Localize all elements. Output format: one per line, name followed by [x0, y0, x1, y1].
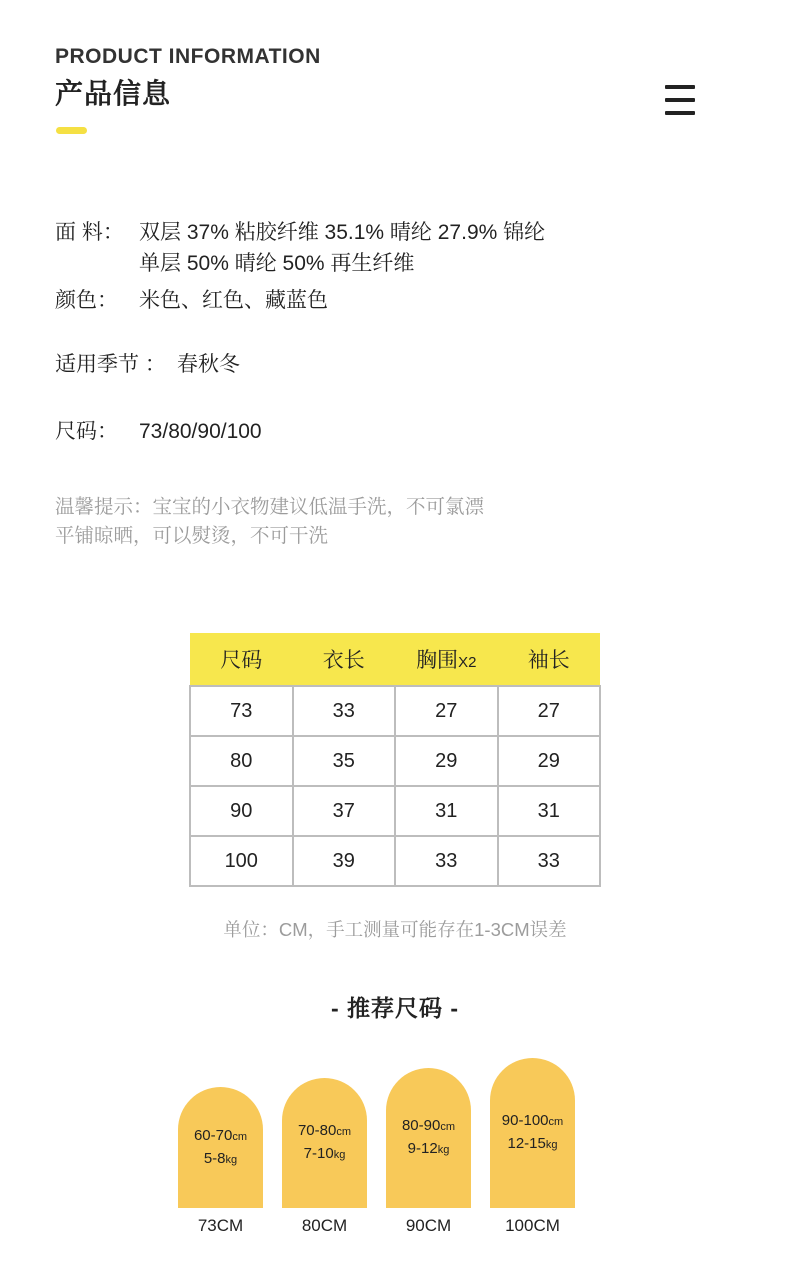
card-height: 90-100 — [501, 1112, 549, 1129]
recommend-card-90 — [386, 1068, 471, 1208]
season-value: 春秋冬 — [177, 353, 240, 376]
table-row — [190, 736, 600, 786]
color-row — [55, 284, 328, 314]
recommend-card-80 — [282, 1078, 367, 1208]
table-cell: 33 — [293, 686, 396, 736]
care-tip-line1: 温馨提示：宝宝的小衣物建议低温手洗，不可氯漂 — [55, 496, 485, 518]
card-weight: 5-8 — [203, 1149, 226, 1167]
header-chest-suffix: X2 — [458, 654, 477, 671]
table-cell: 29 — [498, 736, 601, 786]
recommend-title: - 推荐尺码 - — [330, 995, 460, 1021]
recommend-card-73 — [178, 1087, 263, 1208]
table-cell: 27 — [395, 686, 498, 736]
weight-unit: kg — [437, 1144, 450, 1156]
table-cell: 80 — [190, 736, 293, 786]
header-sleeve: 袖长 — [498, 633, 601, 686]
recommend-arch — [386, 1068, 471, 1208]
table-cell: 33 — [395, 836, 498, 886]
table-row — [190, 836, 600, 886]
table-cell: 73 — [190, 686, 293, 736]
unit-note: 单位：CM，手工测量可能存在1-3CM误差 — [223, 919, 567, 940]
table-cell: 100 — [190, 836, 293, 886]
hamburger-menu-icon[interactable] — [665, 85, 695, 115]
color-label: 颜色： — [55, 289, 118, 312]
recommend-card-100 — [490, 1058, 575, 1208]
height-unit: cm — [548, 1116, 564, 1128]
header-length: 衣长 — [293, 633, 396, 686]
height-unit: cm — [232, 1130, 248, 1143]
table-cell: 90 — [190, 786, 293, 836]
table-cell: 35 — [293, 736, 396, 786]
accent-bar — [56, 127, 87, 134]
color-value: 米色、红色、藏蓝色 — [139, 289, 328, 312]
size-table — [189, 633, 601, 887]
card-weight: 12-15 — [507, 1135, 546, 1152]
table-cell: 31 — [395, 786, 498, 836]
table-cell: 29 — [395, 736, 498, 786]
card-height: 60-70 — [193, 1126, 233, 1144]
header-title-en: PRODUCT INFORMATION — [55, 45, 321, 68]
size-table-header — [190, 633, 600, 686]
season-label: 适用季节 ： — [55, 353, 166, 376]
table-row — [190, 786, 600, 836]
header-size: 尺码 — [190, 633, 293, 686]
card-label: 90CM — [405, 1216, 452, 1235]
table-cell: 27 — [498, 686, 601, 736]
fabric-line2: 单层 50% 晴纶 50% 再生纤维 — [139, 252, 415, 275]
table-cell: 31 — [498, 786, 601, 836]
card-label: 73CM — [197, 1216, 244, 1235]
size-value: 73/80/90/100 — [139, 420, 262, 443]
table-cell: 39 — [293, 836, 396, 886]
card-label: 100CM — [505, 1216, 560, 1235]
season-row — [55, 348, 240, 378]
header-title-cn: 产品信息 — [55, 78, 172, 109]
recommend-arch — [490, 1058, 575, 1208]
card-height: 70-80 — [297, 1122, 337, 1139]
header-chest — [395, 633, 498, 686]
card-weight: 9-12 — [407, 1140, 438, 1157]
weight-unit: kg — [333, 1149, 346, 1161]
weight-unit: kg — [545, 1139, 558, 1151]
height-unit: cm — [440, 1121, 456, 1133]
fabric-label: 面 料： — [55, 221, 124, 244]
table-cell: 37 — [293, 786, 396, 836]
weight-unit: kg — [225, 1153, 238, 1166]
card-weight: 7-10 — [303, 1145, 334, 1162]
table-row — [190, 686, 600, 736]
size-row — [55, 415, 262, 445]
table-cell: 33 — [498, 836, 601, 886]
fabric-row — [55, 216, 545, 246]
height-unit: cm — [336, 1126, 352, 1138]
size-label: 尺码： — [55, 420, 118, 443]
recommend-arch — [178, 1087, 263, 1208]
fabric-line1: 双层 37% 粘胶纤维 35.1% 晴纶 27.9% 锦纶 — [139, 221, 546, 244]
card-label: 80CM — [301, 1216, 348, 1235]
recommend-arch — [282, 1078, 367, 1208]
header-chest-label: 胸围 — [416, 649, 459, 672]
care-tip-line2: 平铺晾晒，可以熨烫，不可干洗 — [55, 525, 329, 547]
card-height: 80-90 — [401, 1117, 441, 1134]
